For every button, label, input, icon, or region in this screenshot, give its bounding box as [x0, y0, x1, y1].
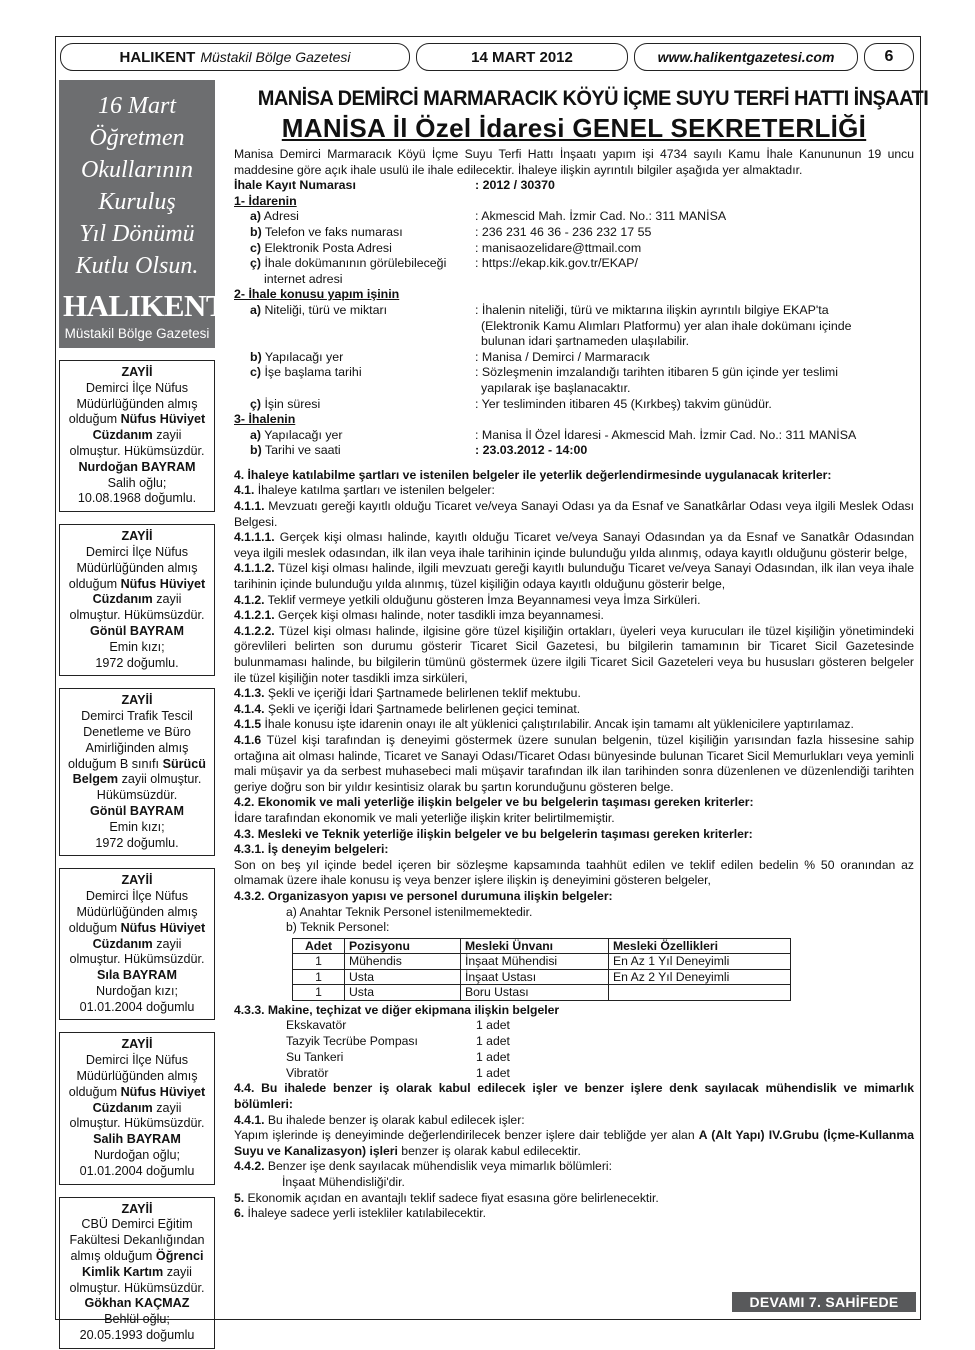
notice-title: ZAYİİ — [121, 873, 153, 888]
notice-line: Emin kızı; — [109, 639, 165, 654]
clause: 4.1.2.1. Gerçek kişi olması halinde, noter tasdikli imza beyannamesi. — [234, 608, 604, 623]
table-cell: İnşaat Ustası — [461, 969, 609, 985]
greeting-line: Kuruluş — [98, 189, 176, 215]
notice-line: Müdürlüğünden almış — [76, 396, 198, 411]
tender-notice — [234, 86, 929, 1222]
greeting-line: Öğretmen — [89, 125, 185, 151]
notice-line: 1972 doğumlu. — [95, 835, 179, 850]
notice-line: Müdürlüğünden almış — [76, 560, 198, 575]
notice-line: olmuştur. Hükümsüzdür. — [69, 952, 205, 967]
clause: 4.1.2. Teklif vermeye yetkili olduğunu gösteren İmza Beyannamesi veya İmza Sirküleri. — [234, 592, 701, 607]
notice-title: ZAYİİ — [121, 365, 153, 379]
section-heading: 2- İhale konusu yapım işinin — [234, 287, 400, 302]
table-cell: 1 — [293, 985, 345, 1001]
greeting-banner — [59, 80, 227, 348]
clause: 4.1. İhaleye katılma şartları ve istenilen belgeler: — [234, 483, 495, 498]
sidebar — [59, 80, 227, 1349]
notice-line: Nurdoğan oğlu; — [93, 1148, 181, 1163]
notice-line: Belgem zayii olmuştur. — [72, 772, 202, 787]
clause: İdare tarafından ekonomik ve mali yeterliğe ilişkin kriter belirtilmemiştir. — [234, 810, 615, 825]
table-row — [293, 985, 791, 1001]
field-row: a) Adresi : Akmescid Mah. İzmir Cad. No.: 311 MANİSA — [250, 209, 727, 224]
notice-line: Demirci İlçe Nüfus — [85, 380, 189, 395]
continued-on-page-7: DEVAMI 7. SAHİFEDE — [732, 1292, 916, 1312]
notice-line: Cüzdanım zayii — [92, 936, 182, 951]
clause-heading: 4.3.2. Organizasyon yapısı ve personel durumuna ilişkin belgeler: — [234, 888, 613, 903]
notice-line: Demirci İlçe Nüfus — [85, 889, 189, 904]
clause: 4.1.1.2. Tüzel kişi olması halinde, ilgili mevzuatı gereği kayıtlı bulunduğu Ticaret ve/veya Sanayi Odasından, ilk ilan veya ihale tarihinin içinde bulunduğu yılda alınmış, tüzel kişiliğin odaya kayıtlı olduğunu gösterir belge, — [234, 561, 914, 592]
notice-line: Müdürlüğünden almış — [76, 1069, 198, 1084]
notice-line: Demirci İlçe Nüfus — [85, 1053, 189, 1068]
clause: 6. İhaleye sadece yerli istekliler katılabilecektir. — [234, 1206, 486, 1221]
notice-line: Kimlik Kartım zayii — [82, 1264, 192, 1279]
notice-title: ZAYİİ — [121, 693, 153, 708]
notice-line: olduğum Nüfus Hüviyet — [68, 920, 206, 935]
personnel-table — [292, 938, 791, 1001]
field-row: b) Yapılacağı yer : Manisa / Demirci / Marmaracık — [250, 349, 650, 364]
table-cell: En Az 1 Yıl Deneyimli — [609, 954, 791, 970]
notice-line: Fakültesi Dekanlığından — [69, 1233, 205, 1248]
clause: 4.1.2.2. Tüzel kişi olması halinde, ilgisine göre tüzel kişiliğin ortakları, üyeleri veya kurucuları ile tüzel kişiliğin yönetimindeki görevlileri belirten son durumu gösterir Ticaret Sicil Gazetesi, bu bilgilerin tamamının bir Ticaret Sicil Gazetesinde bulunmaması halinde, bu bilgilerin tümünü göstermek üzere ilgili Ticaret Sicil Gazeteleri veya bu hususları gösteren belgeler ile tüzel kişiliğin noter tasdikli imza sirküleri, — [234, 623, 914, 685]
notice-title: ZAYİİ — [121, 529, 153, 544]
field-row: c) İşe başlama tarihi : Sözleşmenin imzalandığı tarihten itibaren 5 gün içinde yer teslimi yapılarak işe başlanacaktır. — [250, 365, 838, 395]
lost-notice — [59, 360, 215, 512]
field-row: b) Telefon ve faks numarası : 236 231 46 36 - 236 232 17 55 — [250, 224, 652, 239]
page-number: 6 — [864, 43, 914, 71]
table-cell: Mühendis — [345, 954, 461, 970]
notice-line: 20.05.1993 doğumlu — [79, 1328, 195, 1343]
masthead — [60, 43, 410, 71]
notice-line: Cüzdanım zayii — [92, 592, 182, 607]
lost-notice — [59, 524, 215, 676]
field-row: ç) İşin süresi : Yer tesliminden itibaren 45 (Kırkbeş) takvim günüdür. — [250, 396, 772, 411]
clause: a) Anahtar Teknik Personel istenilmemektedir. — [286, 904, 533, 919]
column-header: Pozisyonu — [345, 938, 461, 954]
notice-line: olduğum B sınıfı Sürücü — [68, 756, 206, 771]
notice-line: 1972 doğumlu. — [95, 655, 179, 670]
section-heading: 3- İhalenin — [234, 412, 296, 427]
field-row: c) Elektronik Posta Adresi : manisaozelidare@ttmail.com — [250, 240, 642, 255]
column-header: Mesleki Özellikleri — [609, 938, 791, 954]
website-link[interactable]: www.halikentgazetesi.com — [634, 43, 858, 71]
notice-line: olmuştur. Hükümsüzdür. — [69, 443, 205, 458]
field-row: b) Tarihi ve saati : 23.03.2012 - 14:00 — [250, 443, 588, 458]
clause: 4.1.4. Şekli ve içeriği İdari Şartnamede belirlenen geçici teminat. — [234, 701, 581, 716]
column-header: Adet — [293, 938, 345, 954]
field-row: a) Yapılacağı yer : Manisa İl Özel İdaresi - Akmescid Mah. İzmir Cad. No.: 311 MANİSA — [250, 427, 857, 442]
notice-name: Gökhan KAÇMAZ — [84, 1296, 190, 1311]
table-cell: Usta — [345, 985, 461, 1001]
intro-paragraph: Manisa Demirci Marmaracık Köyü İçme Suyu Terfi Hattı İnşaatı yapım işi 4734 sayılı Kamu İhale Kanununun 19 uncu maddesine göre açık ihale usulü ile ihale edilecektir. İhaleye ilişkin ayrıntılı bilgiler aşağıda yer almaktadır. — [234, 147, 914, 177]
clause: 4.1.1.1. Gerçek kişi olması halinde, kayıtlı olduğu Ticaret ve/veya Sanayi Odasından ya da Esnaf ve Sanatkâr Odasından veya ilgili meslek odasından, ilk ilan veya ihale tarihinin içinde bulunduğu yılda alınmış, odaya kayıtlı olduğunu gösterir belge, — [234, 530, 914, 560]
clause-heading: 4.2. Ekonomik ve mali yeterliğe ilişkin belgeler ve bu belgelerin taşıması gereken kriterler: — [234, 795, 754, 810]
notice-line: Behlül oğlu; — [104, 1312, 170, 1327]
clause: 4.4.1. Bu ihalede benzer iş olarak kabul edilecek işler: — [234, 1112, 525, 1127]
lost-notice — [59, 688, 215, 856]
field-row: ç) İhale dokümanının görülebileceği internet adresi : https://ekap.kik.gov.tr/EKAP/ — [250, 256, 638, 286]
notice-line: CBÜ Demirci Eğitim — [81, 1217, 193, 1232]
table-header-row — [293, 938, 791, 954]
masthead-title: HALIKENT — [119, 48, 196, 66]
clause-heading: 4.3.1. İş deneyim belgeleri: — [234, 842, 389, 857]
article-subtitle: MANİSA İl Özel İdaresi GENEL SEKRETERLİĞİ — [281, 113, 867, 143]
clause: 4.4.2. Benzer işe denk sayılacak mühendislik veya mimarlık bölümleri: — [234, 1159, 612, 1174]
notice-line: Cüzdanım zayii — [92, 428, 182, 443]
greeting-line: Okullarının — [81, 157, 193, 183]
clause-heading: 4.3. Mesleki ve Teknik yeterliğe ilişkin belgeler ve bu belgelerin taşıması gereken kriterler: — [234, 826, 753, 841]
equipment-row: Ekskavatör 1 adet — [286, 1018, 510, 1033]
issue-date: 14 MART 2012 — [416, 43, 628, 71]
article-title: MANİSA DEMİRCİ MARMARACIK KÖYÜ İÇME SUYU TERFİ HATTI İNŞAATI — [257, 86, 929, 110]
notice-title: ZAYİİ — [121, 1201, 153, 1216]
notice-line: olmuştur. Hükümsüzdür. — [69, 1116, 205, 1131]
notice-line: Amirliğinden almış — [85, 740, 189, 755]
notice-line: Emin kızı; — [109, 819, 165, 834]
brand-subtitle: Müstakil Bölge Gazetesi — [64, 326, 210, 341]
table-row — [293, 969, 791, 985]
clause-heading: 4.4. Bu ihalede benzer iş olarak kabul edilecek işler ve benzer işlere denk sayılacak mühendislik ve mimarlık bölümleri: — [234, 1081, 914, 1112]
notice-line: Hükümsüzdür. — [96, 788, 178, 803]
notice-line: Salih oğlu; — [107, 475, 167, 490]
notice-line: olduğum Nüfus Hüviyet — [68, 412, 206, 427]
table-cell: En Az 2 Yıl Deneyimli — [609, 969, 791, 985]
equipment-row: Vibratör 1 adet — [286, 1065, 510, 1080]
clause: 4.1.1. Mevzuatı gereği kayıtlı olduğu Ticaret ve/veya Sanayi Odası ya da Esnaf ve Sanatkârlar Odası veya ilgili Meslek Odası Belgesi. — [234, 499, 914, 529]
masthead-subtitle: Müstakil Bölge Gazetesi — [200, 49, 351, 65]
notice-name: Sıla BAYRAM — [96, 968, 177, 983]
lost-notice — [59, 1032, 215, 1184]
criteria-heading: 4. İhaleye katılabilme şartları ve istenilen belgeler ile yeterlik değerlendirmesinde uygulanacak kriterler: — [234, 467, 832, 482]
notice-line: olduğum Nüfus Hüviyet — [68, 576, 206, 591]
notice-line: olmuştur. Hükümsüzdür. — [69, 1280, 205, 1295]
notice-name: Nurdoğan BAYRAM — [78, 459, 196, 474]
equipment-row: Su Tankeri 1 adet — [286, 1049, 510, 1064]
table-cell: İnşaat Mühendisi — [461, 954, 609, 970]
notice-line: olmuştur. Hükümsüzdür. — [69, 608, 205, 623]
notice-name: Gönül BAYRAM — [90, 623, 184, 638]
clause: 4.1.5 İhale konusu işte idarenin onayı ile alt yüklenici çalıştırılabilir. Ancak işin tamamı alt yüklenicilere yaptırılamaz. — [234, 717, 854, 732]
clause: İnşaat Mühendisliği'dir. — [282, 1175, 405, 1190]
clause: b) Teknik Personel: — [286, 920, 390, 935]
lost-notice — [59, 868, 215, 1020]
notice-title: ZAYİİ — [121, 1037, 153, 1052]
notice-line: Müdürlüğünden almış — [76, 904, 198, 919]
greeting-line: Yıl Dönümü — [79, 221, 195, 247]
table-cell: Usta — [345, 969, 461, 985]
clause: 4.1.6 Tüzel kişi tarafından iş deneyimi göstermek üzere sunulan belgenin, tüzel kişiliğin yarısından fazla hissesine sahip ortağına ait olması halinde, Ticaret ve Sanayi Odası/Ticaret Odası bünyesinde bulunan Ticaret Sicil Memurlukları veya yeminli mali müşavir ya da serbest muhasebeci mali müşavir tarafından ilk ilan tarihinden sonra düzenlenen ve düzenlendiği tarihten geriye doğru son bir yıldır kesintisiz olarak bu şartın korunduğunu gösteren belge. — [234, 732, 914, 794]
table-row — [293, 954, 791, 970]
notice-line: almış olduğum Öğrenci — [70, 1249, 204, 1264]
notice-line: Demirci İlçe Nüfus — [85, 544, 189, 559]
brand-logo-text: HALIKENT — [63, 288, 227, 323]
notice-line: olduğum Nüfus Hüviyet — [68, 1084, 206, 1099]
table-cell — [609, 985, 791, 1001]
clause-heading: 4.3.3. Makine, teçhizat ve diğer ekipmana ilişkin belgeler — [234, 1002, 560, 1017]
clause: 5. Ekonomik açıdan en avantajlı teklif sadece fiyat esasına göre belirlenecektir. — [234, 1190, 659, 1205]
notice-line: Denetleme ve Büro — [83, 724, 191, 739]
clause: Yapım işlerinde iş deneyiminde değerlendirilecek benzer işlere dair tebliğde yer alan A (Alt Yapı) IV.Grubu (İçme-Kullanma Suyu ve Kanalizasyon) işleri benzer iş olarak kabul edilecektir. — [234, 1128, 914, 1158]
notice-line: Demirci Trafik Tescil — [81, 709, 193, 724]
section-heading: 1- İdarenin — [234, 193, 297, 208]
greeting-line: Kutlu Olsun. — [75, 253, 199, 279]
clause: 4.1.3. Şekli ve içeriği İdari Şartnamede belirlenen teklif mektubu. — [234, 686, 581, 701]
notice-line: 10.08.1968 doğumlu. — [77, 491, 197, 506]
clause: Son on beş yıl içinde bedel içeren bir sözleşme kapsamında taahhüt edilen ve teklif edilen bedelin % 50 oranından az olmamak üzere ihale konusu iş veya benzer işlere ilişkin iş deneyimini gösteren belgeler, — [234, 857, 914, 888]
lost-notice — [59, 1197, 215, 1349]
notice-line: Nurdoğan kızı; — [96, 983, 178, 998]
table-cell: 1 — [293, 969, 345, 985]
notice-line: Cüzdanım zayii — [92, 1100, 182, 1115]
notice-line: 01.01.2004 doğumlu — [79, 999, 195, 1014]
field-row: a) Niteliği, türü ve miktarı : İhalenin niteliği, türü ve miktarına ilişkin ayrıntılı bilgiye EKAP'ta (Elektronik Kamu Alımları Platformu) yer alan ihale dokümanı içinde bulunan idari şartnameden ulaşılabilir. — [250, 302, 852, 349]
equipment-row: Tazyik Tecrübe Pompası 1 adet — [286, 1034, 510, 1049]
notice-name: Gönül BAYRAM — [90, 803, 184, 818]
table-cell: Boru Ustası — [461, 985, 609, 1001]
table-cell: 1 — [293, 954, 345, 970]
column-header: Mesleki Ünvanı — [461, 938, 609, 954]
tender-registration: İhale Kayıt Numarası : 2012 / 30370 — [234, 178, 555, 193]
notice-name: Salih BAYRAM — [93, 1132, 181, 1147]
greeting-line: 16 Mart — [98, 93, 176, 119]
notice-line: 01.01.2004 doğumlu — [79, 1163, 195, 1178]
